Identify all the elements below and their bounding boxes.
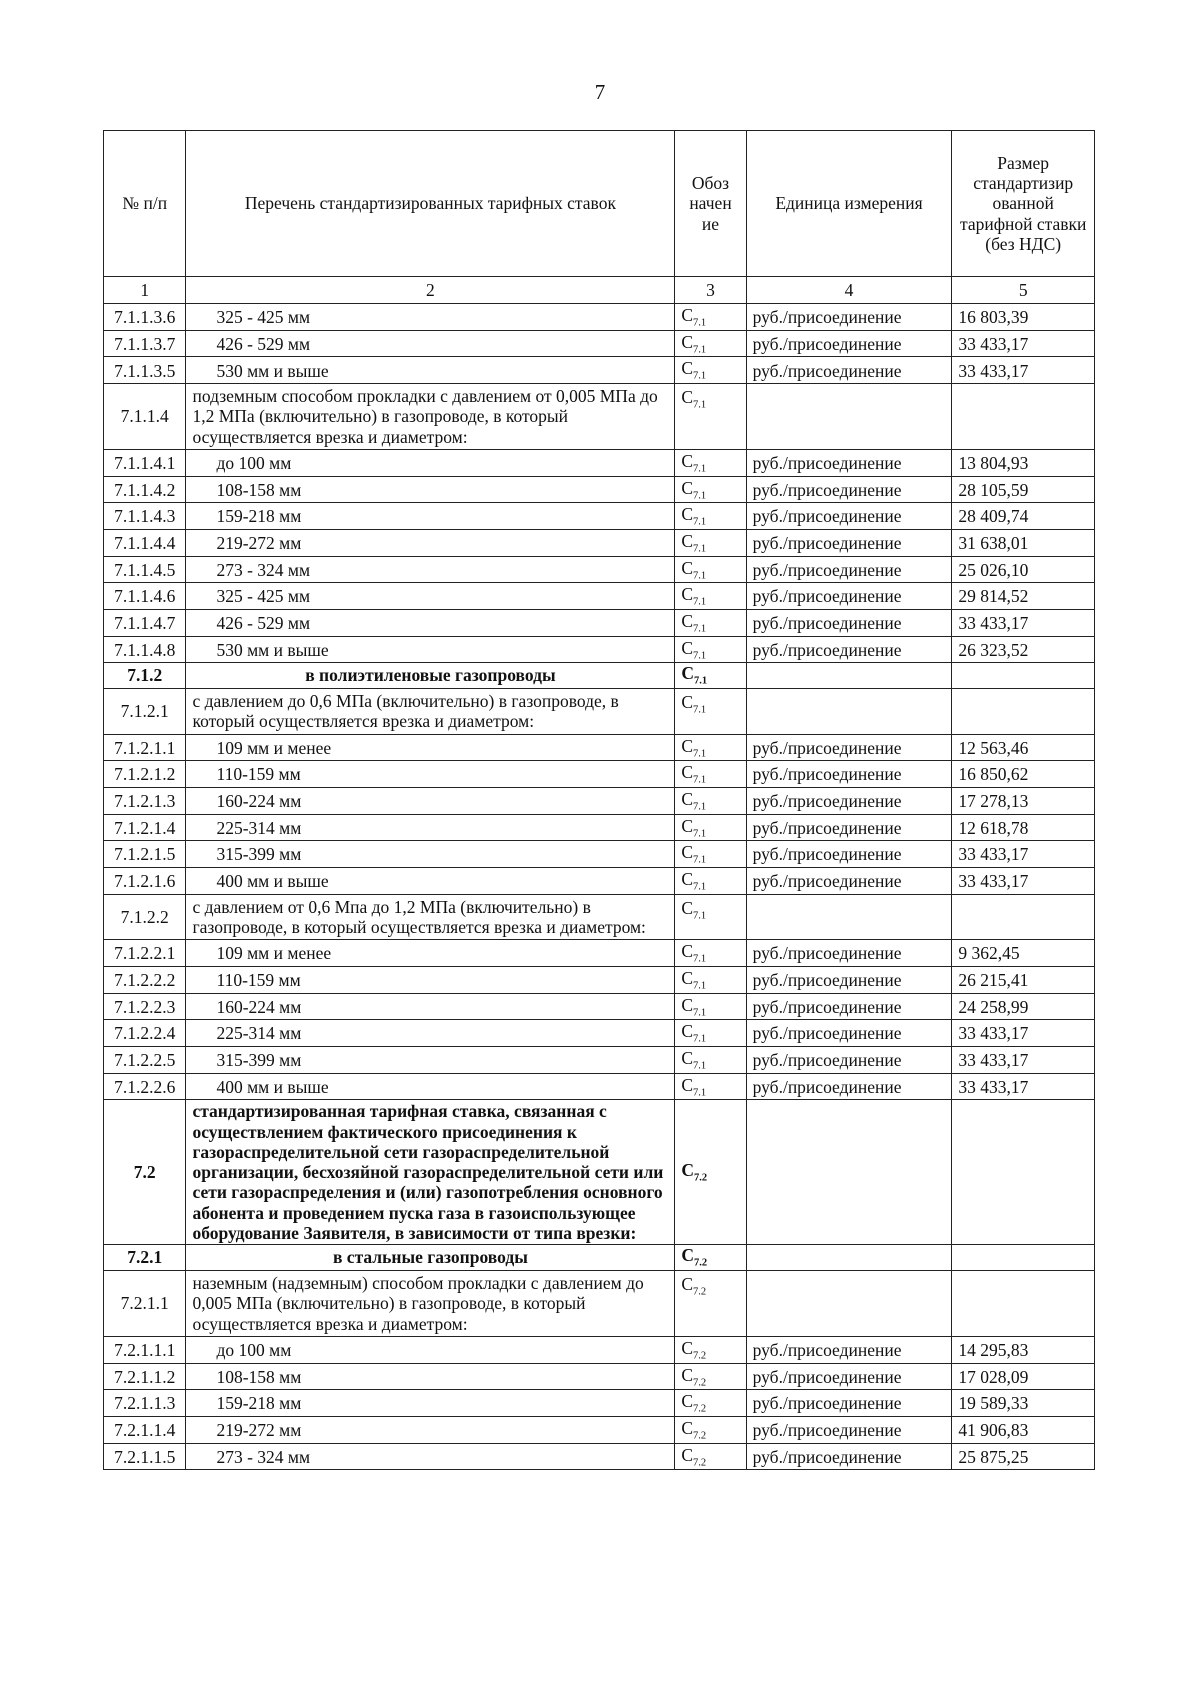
row-price: 29 814,52 (952, 583, 1095, 610)
row-designation (675, 966, 746, 993)
row-price: 33 433,17 (952, 1046, 1095, 1073)
row-description: стандартизированная тарифная ставка, связанная с осуществлением фактического присоединения к газораспределительной сети газораспределительной организации, бесхозяйной газораспределительной сети или сети газораспределения и (или) газопотребления основного абонента и проведением пуска газа в газоиспользующее оборудование Заявителя, в зависимости от типа врезки: (186, 1100, 675, 1245)
row-description: 273 - 324 мм (186, 556, 675, 583)
row-price: 33 433,17 (952, 841, 1095, 868)
row-description: 160-224 мм (186, 993, 675, 1020)
row-number: 7.2.1.1.5 (104, 1443, 186, 1470)
designation-base: С (681, 477, 694, 498)
row-number: 7.1.1.4.6 (104, 583, 186, 610)
designation-base: С (681, 788, 694, 809)
designation-base: С (681, 331, 694, 352)
row-number: 7.1.2.1.4 (104, 814, 186, 841)
row-number: 7.1.2.1.5 (104, 841, 186, 868)
row-unit: руб./присоединение (746, 609, 952, 636)
table-row (104, 1363, 1095, 1390)
column-number: 3 (675, 277, 746, 304)
table-row (104, 841, 1095, 868)
row-designation (675, 663, 746, 689)
designation-subscript: 7.1 (693, 1007, 707, 1019)
table-row (104, 583, 1095, 610)
row-designation (675, 583, 746, 610)
designation-subscript: 7.2 (693, 1403, 707, 1415)
row-number: 7.1.1.4.2 (104, 476, 186, 503)
designation-base: С (681, 530, 694, 551)
row-price: 16 803,39 (952, 304, 1095, 331)
row-description: с давлением от 0,6 Мпа до 1,2 МПа (включительно) в газопроводе, в который осуществляется врезка и диаметром: (186, 894, 675, 940)
designation-subscript: 7.2 (693, 1457, 707, 1469)
table-row (104, 940, 1095, 967)
row-price (952, 894, 1095, 940)
row-designation (675, 1046, 746, 1073)
row-number: 7.1.1.3.7 (104, 330, 186, 357)
designation-subscript: 7.1 (693, 881, 707, 893)
row-unit: руб./присоединение (746, 761, 952, 788)
row-description: 325 - 425 мм (186, 583, 675, 610)
row-description: 110-159 мм (186, 761, 675, 788)
row-number: 7.2.1.1 (104, 1270, 186, 1336)
row-description: 400 мм и выше (186, 867, 675, 894)
row-price (952, 1100, 1095, 1245)
row-unit (746, 1245, 952, 1271)
row-description: 219-272 мм (186, 529, 675, 556)
row-designation (675, 503, 746, 530)
table-row (104, 894, 1095, 940)
row-price: 26 323,52 (952, 636, 1095, 663)
row-unit: руб./присоединение (746, 636, 952, 663)
row-price: 33 433,17 (952, 1073, 1095, 1100)
designation-base: С (681, 1417, 694, 1438)
column-number: 1 (104, 277, 186, 304)
row-designation (675, 476, 746, 503)
table-row (104, 304, 1095, 331)
designation-base: С (681, 1021, 694, 1042)
row-description: в полиэтиленовые газопроводы (186, 663, 675, 689)
designation-subscript: 7.1 (693, 317, 707, 329)
column-number: 2 (186, 277, 675, 304)
row-price: 41 906,83 (952, 1416, 1095, 1443)
row-designation (675, 867, 746, 894)
row-price: 13 804,93 (952, 449, 1095, 476)
row-unit: руб./присоединение (746, 734, 952, 761)
row-designation (675, 384, 746, 450)
row-price: 26 215,41 (952, 966, 1095, 993)
designation-base: С (681, 1245, 694, 1266)
designation-subscript: 7.1 (693, 399, 707, 411)
row-unit: руб./присоединение (746, 330, 952, 357)
designation-subscript: 7.1 (693, 623, 707, 635)
row-number: 7.2.1.1.2 (104, 1363, 186, 1390)
row-designation (675, 761, 746, 788)
row-price: 17 278,13 (952, 787, 1095, 814)
row-description: 108-158 мм (186, 1363, 675, 1390)
row-unit: руб./присоединение (746, 1073, 952, 1100)
row-number: 7.1.1.4.8 (104, 636, 186, 663)
row-unit: руб./присоединение (746, 1020, 952, 1047)
row-price: 33 433,17 (952, 609, 1095, 636)
designation-subscript: 7.1 (693, 370, 707, 382)
row-unit: руб./присоединение (746, 1443, 952, 1470)
row-number: 7.2.1.1.4 (104, 1416, 186, 1443)
table-row (104, 1390, 1095, 1417)
row-unit: руб./присоединение (746, 556, 952, 583)
row-description: 108-158 мм (186, 476, 675, 503)
row-price: 25 875,25 (952, 1443, 1095, 1470)
designation-subscript: 7.2 (694, 1257, 708, 1269)
row-designation (675, 688, 746, 734)
designation-subscript: 7.1 (693, 910, 707, 922)
row-designation (675, 1020, 746, 1047)
row-number: 7.1.2.1.3 (104, 787, 186, 814)
table-row (104, 503, 1095, 530)
row-price (952, 1270, 1095, 1336)
row-description: подземным способом прокладки с давлением от 0,005 МПа до 1,2 МПа (включительно) в газопроводе, в который осуществляется врезка и диаметром: (186, 384, 675, 450)
row-price: 28 409,74 (952, 503, 1095, 530)
table-row (104, 609, 1095, 636)
designation-base: С (681, 557, 694, 578)
column-number-row (104, 277, 1095, 304)
row-price: 25 026,10 (952, 556, 1095, 583)
row-description: 159-218 мм (186, 1390, 675, 1417)
row-description: 159-218 мм (186, 503, 675, 530)
designation-base: С (681, 610, 694, 631)
row-description: 400 мм и выше (186, 1073, 675, 1100)
designation-subscript: 7.1 (693, 650, 707, 662)
column-number: 5 (952, 277, 1095, 304)
row-designation (675, 734, 746, 761)
row-description: 315-399 мм (186, 1046, 675, 1073)
row-number: 7.1.2.2 (104, 894, 186, 940)
designation-base: С (681, 1444, 694, 1465)
row-designation (675, 330, 746, 357)
designation-base: С (681, 691, 694, 712)
row-number: 7.2.1 (104, 1245, 186, 1271)
row-description: 273 - 324 мм (186, 1443, 675, 1470)
designation-base: С (681, 897, 694, 918)
row-description: до 100 мм (186, 449, 675, 476)
table-row (104, 1100, 1095, 1245)
designation-subscript: 7.1 (693, 980, 707, 992)
page-number: 7 (594, 80, 606, 104)
table-row (104, 1270, 1095, 1336)
designation-base: С (681, 637, 694, 658)
row-designation (675, 814, 746, 841)
table-row (104, 1416, 1095, 1443)
row-description: 325 - 425 мм (186, 304, 675, 331)
row-unit (746, 663, 952, 689)
row-unit: руб./присоединение (746, 966, 952, 993)
row-description: 315-399 мм (186, 841, 675, 868)
row-designation (675, 993, 746, 1020)
row-unit: руб./присоединение (746, 304, 952, 331)
row-price: 24 258,99 (952, 993, 1095, 1020)
designation-base: С (681, 735, 694, 756)
row-price: 33 433,17 (952, 1020, 1095, 1047)
table-row (104, 1336, 1095, 1363)
designation-base: С (681, 941, 694, 962)
row-number: 7.1.1.4.5 (104, 556, 186, 583)
row-description: с давлением до 0,6 МПа (включительно) в газопроводе, в который осуществляется врезка и диаметром: (186, 688, 675, 734)
designation-base: С (681, 450, 694, 471)
designation-subscript: 7.1 (693, 596, 707, 608)
row-designation (675, 1336, 746, 1363)
row-price: 12 563,46 (952, 734, 1095, 761)
row-unit (746, 894, 952, 940)
designation-base: С (681, 1337, 694, 1358)
designation-subscript: 7.1 (693, 1033, 707, 1045)
row-number: 7.1.1.4.4 (104, 529, 186, 556)
designation-base: С (681, 815, 694, 836)
row-number: 7.1.1.4 (104, 384, 186, 450)
row-number: 7.1.1.4.3 (104, 503, 186, 530)
row-unit (746, 384, 952, 450)
header-designation: Обоз начен ие (675, 131, 746, 277)
table-row (104, 529, 1095, 556)
designation-subscript: 7.1 (693, 570, 707, 582)
row-number: 7.2.1.1.3 (104, 1390, 186, 1417)
row-price: 9 362,45 (952, 940, 1095, 967)
row-description: 426 - 529 мм (186, 330, 675, 357)
designation-subscript: 7.2 (693, 1377, 707, 1389)
tariff-table (103, 130, 1095, 1470)
row-number: 7.1.2.2.4 (104, 1020, 186, 1047)
table-row (104, 1443, 1095, 1470)
header-number: № п/п (104, 131, 186, 277)
designation-subscript: 7.1 (693, 854, 707, 866)
row-designation (675, 1363, 746, 1390)
row-designation (675, 1443, 746, 1470)
row-designation (675, 1073, 746, 1100)
row-designation (675, 304, 746, 331)
row-price (952, 384, 1095, 450)
table-row (104, 787, 1095, 814)
designation-subscript: 7.1 (693, 1087, 707, 1099)
designation-base: С (681, 994, 694, 1015)
table-row (104, 663, 1095, 689)
designation-base: С (681, 1391, 694, 1412)
designation-base: С (681, 663, 694, 684)
header-list: Перечень стандартизированных тарифных ставок (186, 131, 675, 277)
column-number: 4 (746, 277, 952, 304)
designation-base: С (681, 504, 694, 525)
row-number: 7.1.2.1 (104, 688, 186, 734)
table-row (104, 357, 1095, 384)
table-row (104, 993, 1095, 1020)
row-unit: руб./присоединение (746, 787, 952, 814)
designation-subscript: 7.1 (693, 1060, 707, 1072)
designation-base: С (681, 1047, 694, 1068)
designation-subscript: 7.2 (693, 1350, 707, 1362)
row-price: 33 433,17 (952, 330, 1095, 357)
row-price: 12 618,78 (952, 814, 1095, 841)
row-designation (675, 529, 746, 556)
row-designation (675, 1245, 746, 1271)
row-number: 7.2 (104, 1100, 186, 1245)
row-unit: руб./присоединение (746, 1336, 952, 1363)
designation-subscript: 7.1 (694, 675, 708, 687)
row-designation (675, 787, 746, 814)
row-description: 109 мм и менее (186, 940, 675, 967)
table-row (104, 636, 1095, 663)
designation-subscript: 7.1 (693, 516, 707, 528)
designation-subscript: 7.1 (693, 828, 707, 840)
designation-subscript: 7.1 (693, 463, 707, 475)
header-rate: Размер стандартизир ованной тарифной ставки (без НДС) (952, 131, 1095, 277)
designation-base: С (681, 1074, 694, 1095)
row-price: 33 433,17 (952, 867, 1095, 894)
row-unit (746, 1270, 952, 1336)
row-description: 160-224 мм (186, 787, 675, 814)
row-description: 530 мм и выше (186, 357, 675, 384)
row-description: наземным (надземным) способом прокладки с давлением до 0,005 МПа (включительно) в газопроводе, в который осуществляется врезка и диаметром: (186, 1270, 675, 1336)
row-unit: руб./присоединение (746, 867, 952, 894)
row-unit: руб./присоединение (746, 814, 952, 841)
table-row (104, 1020, 1095, 1047)
row-description: 110-159 мм (186, 966, 675, 993)
designation-base: С (681, 762, 694, 783)
row-price: 28 105,59 (952, 476, 1095, 503)
table-row (104, 384, 1095, 450)
row-designation (675, 1270, 746, 1336)
designation-base: С (681, 1364, 694, 1385)
designation-subscript: 7.1 (693, 748, 707, 760)
row-number: 7.2.1.1.1 (104, 1336, 186, 1363)
row-unit: руб./присоединение (746, 357, 952, 384)
designation-subscript: 7.1 (693, 774, 707, 786)
designation-base: С (681, 584, 694, 605)
row-price: 19 589,33 (952, 1390, 1095, 1417)
row-number: 7.1.2.2.3 (104, 993, 186, 1020)
row-price (952, 1245, 1095, 1271)
row-designation (675, 556, 746, 583)
row-unit: руб./присоединение (746, 1046, 952, 1073)
row-description: 225-314 мм (186, 814, 675, 841)
table-header-row (104, 131, 1095, 277)
row-unit (746, 1100, 952, 1245)
table-row (104, 761, 1095, 788)
row-designation (675, 357, 746, 384)
row-number: 7.1.2.1.1 (104, 734, 186, 761)
row-number: 7.1.1.4.1 (104, 449, 186, 476)
designation-base: С (681, 868, 694, 889)
designation-subscript: 7.1 (693, 801, 707, 813)
designation-subscript: 7.2 (693, 1286, 707, 1298)
row-price: 33 433,17 (952, 357, 1095, 384)
designation-subscript: 7.1 (693, 344, 707, 356)
row-description: 530 мм и выше (186, 636, 675, 663)
designation-subscript: 7.1 (693, 543, 707, 555)
row-number: 7.1.2.2.6 (104, 1073, 186, 1100)
row-description: 109 мм и менее (186, 734, 675, 761)
row-unit: руб./присоединение (746, 841, 952, 868)
designation-base: С (681, 1273, 694, 1294)
table-row (104, 1245, 1095, 1271)
table-row (104, 966, 1095, 993)
table-row (104, 449, 1095, 476)
table-body (104, 304, 1095, 1470)
row-price (952, 663, 1095, 689)
row-price: 17 028,09 (952, 1363, 1095, 1390)
table-row (104, 556, 1095, 583)
table-row (104, 867, 1095, 894)
designation-subscript: 7.1 (693, 704, 707, 716)
row-number: 7.1.2.2.5 (104, 1046, 186, 1073)
designation-base: С (681, 1159, 694, 1180)
designation-base: С (681, 842, 694, 863)
row-number: 7.1.1.4.7 (104, 609, 186, 636)
table-row (104, 1046, 1095, 1073)
designation-base: С (681, 967, 694, 988)
row-number: 7.1.2.2.2 (104, 966, 186, 993)
designation-base: С (681, 305, 694, 325)
designation-subscript: 7.1 (693, 953, 707, 965)
row-unit: руб./присоединение (746, 1416, 952, 1443)
table-row (104, 476, 1095, 503)
row-unit: руб./присоединение (746, 1363, 952, 1390)
row-unit: руб./присоединение (746, 449, 952, 476)
designation-base: С (681, 387, 694, 408)
designation-subscript: 7.1 (693, 490, 707, 502)
row-designation (675, 1100, 746, 1245)
row-description: 219-272 мм (186, 1416, 675, 1443)
row-price (952, 688, 1095, 734)
row-unit: руб./присоединение (746, 503, 952, 530)
row-unit: руб./присоединение (746, 1390, 952, 1417)
row-unit: руб./присоединение (746, 993, 952, 1020)
row-description: 225-314 мм (186, 1020, 675, 1047)
row-number: 7.1.2.1.6 (104, 867, 186, 894)
designation-base: С (681, 358, 694, 379)
row-price: 31 638,01 (952, 529, 1095, 556)
row-designation (675, 1416, 746, 1443)
row-unit: руб./присоединение (746, 583, 952, 610)
row-unit: руб./присоединение (746, 476, 952, 503)
row-description: 426 - 529 мм (186, 609, 675, 636)
row-designation (675, 894, 746, 940)
row-number: 7.1.2 (104, 663, 186, 689)
row-unit: руб./присоединение (746, 529, 952, 556)
row-price: 14 295,83 (952, 1336, 1095, 1363)
designation-subscript: 7.2 (694, 1172, 708, 1184)
row-designation (675, 940, 746, 967)
table-row (104, 330, 1095, 357)
table-row (104, 688, 1095, 734)
table-row (104, 814, 1095, 841)
row-description: в стальные газопроводы (186, 1245, 675, 1271)
row-designation (675, 609, 746, 636)
header-unit: Единица измерения (746, 131, 952, 277)
row-number: 7.1.1.3.6 (104, 304, 186, 331)
table-row (104, 1073, 1095, 1100)
row-designation (675, 636, 746, 663)
row-designation (675, 1390, 746, 1417)
row-description: до 100 мм (186, 1336, 675, 1363)
row-number: 7.1.1.3.5 (104, 357, 186, 384)
row-price: 16 850,62 (952, 761, 1095, 788)
designation-subscript: 7.2 (693, 1430, 707, 1442)
row-designation (675, 841, 746, 868)
table-row (104, 734, 1095, 761)
row-unit (746, 688, 952, 734)
row-designation (675, 449, 746, 476)
row-number: 7.1.2.2.1 (104, 940, 186, 967)
row-unit: руб./присоединение (746, 940, 952, 967)
row-number: 7.1.2.1.2 (104, 761, 186, 788)
